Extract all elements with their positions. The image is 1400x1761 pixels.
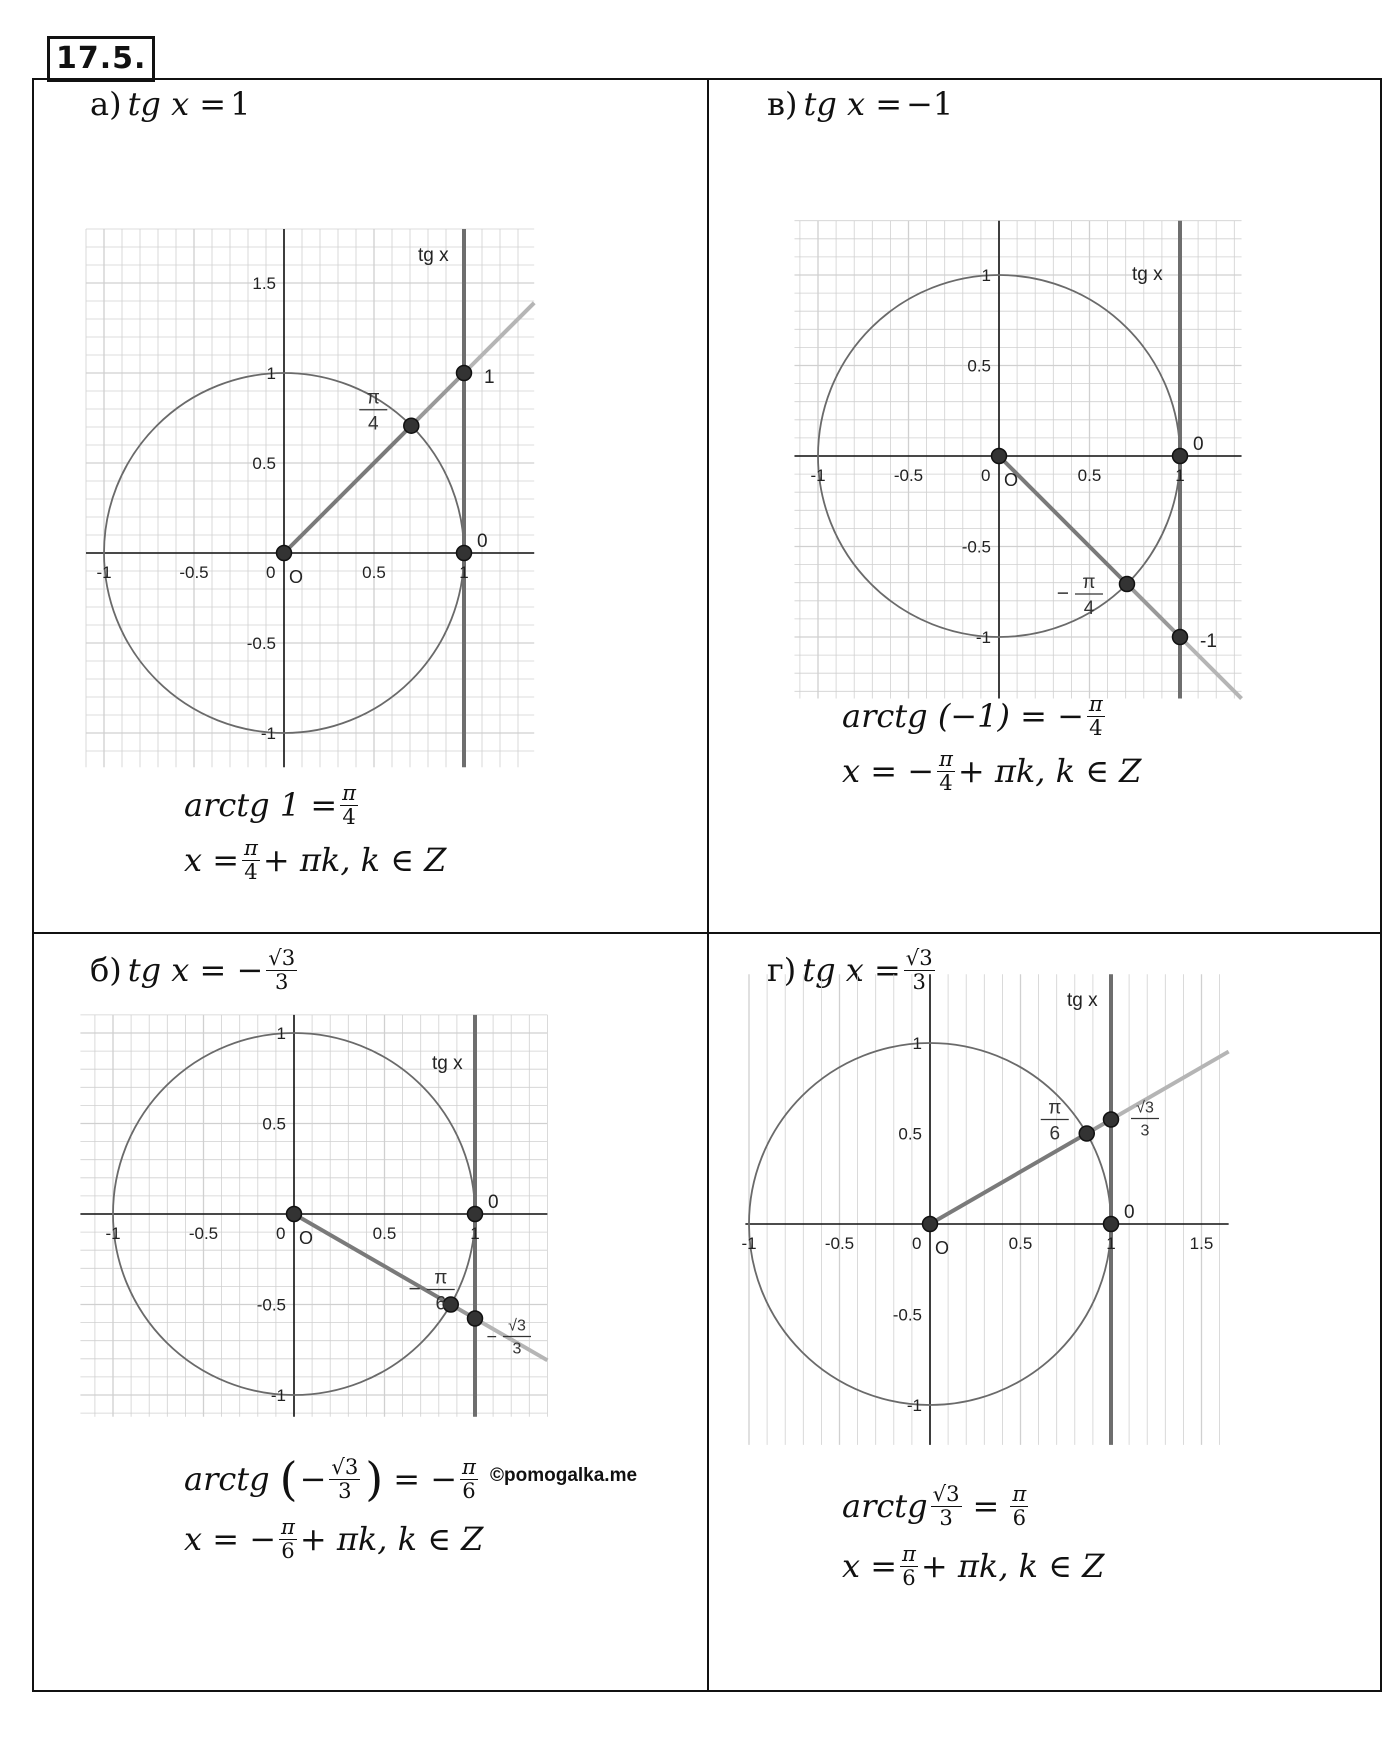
panel-a-equation-lhs: tg x = xyxy=(127,85,227,123)
y-tick-label: 1 xyxy=(912,1034,922,1053)
tangent-value-label: 1 xyxy=(484,367,495,388)
ray-extension xyxy=(464,303,534,373)
zero-label: 0 xyxy=(1124,1202,1135,1223)
x-tick-label: 1.5 xyxy=(1189,1234,1214,1253)
panel-a-result-arctg-fraction: $\frac{\pi}{4}$ xyxy=(342,780,357,829)
y-tick-label: 1 xyxy=(981,266,991,285)
x-tick-label: 1 xyxy=(470,1224,480,1243)
panel-v-equation-lhs: tg x = xyxy=(803,85,903,123)
x-tick-label: 0.5 xyxy=(372,1224,397,1243)
y-tick-label: -1 xyxy=(906,1396,922,1415)
svg-text:3: 3 xyxy=(512,1340,522,1358)
panel-g-result-arctg: arctg $\frac{√3}{3}$ = $\frac{\pi}{6}$ xyxy=(842,1481,1027,1530)
origin-label: O xyxy=(1004,470,1019,490)
panel-a-result-arctg xyxy=(184,777,361,833)
panel-a-equation-rhs: 1 xyxy=(230,85,251,123)
tangent-value-point xyxy=(1173,630,1188,645)
y-tick-label: -1 xyxy=(270,1386,286,1405)
svg-text:√3: √3 xyxy=(508,1317,526,1335)
tangent-value-point xyxy=(468,1311,483,1326)
watermark: ©pomogalka.me xyxy=(490,1465,638,1486)
ray-extension xyxy=(1111,1052,1229,1120)
angle-point xyxy=(1119,576,1134,591)
svg-text:π: π xyxy=(434,1267,448,1289)
panel-b-result-arctg-fraction: $\frac{\pi}{6}$ xyxy=(462,1454,476,1503)
svg-text:π: π xyxy=(366,387,380,409)
svg-text:−: − xyxy=(1056,581,1069,605)
panel-b-heading xyxy=(90,940,300,1000)
origin-point xyxy=(287,1207,302,1222)
panel-a-heading xyxy=(90,80,250,128)
tangent-value-label xyxy=(1131,1099,1159,1139)
zero-point xyxy=(1173,449,1188,464)
y-tick-label: 1 xyxy=(276,1024,286,1043)
x-tick-label: 0 xyxy=(266,563,276,582)
zero-label: 0 xyxy=(477,531,488,552)
tangent-value-point xyxy=(1104,1112,1119,1127)
y-tick-label: 0.5 xyxy=(967,356,991,376)
y-tick-label: -0.5 xyxy=(892,1305,922,1325)
panel-a-general-solution: x = $\frac{\pi}{4}$ + πk, k ∈ Z xyxy=(184,835,447,884)
origin-label: O xyxy=(299,1228,314,1248)
origin-label: O xyxy=(289,567,304,587)
tangent-value-label: -1 xyxy=(1200,631,1217,652)
panel-a-unit-circle-graph xyxy=(48,163,558,768)
y-tick-label: 0.5 xyxy=(252,454,276,473)
x-tick-label: -1 xyxy=(96,563,112,582)
svg-text:π: π xyxy=(1082,571,1096,593)
x-tick-label: 1 xyxy=(459,563,469,582)
zero-point xyxy=(1104,1217,1119,1232)
angle-point xyxy=(1079,1126,1094,1141)
panel-b-equation-lhs: tg x = − xyxy=(127,951,264,989)
tg-axis-title: tg x xyxy=(1132,264,1163,285)
tg-axis-title: tg x xyxy=(432,1053,463,1074)
tangent-value-point xyxy=(457,366,472,381)
x-tick-label: 0 xyxy=(981,466,991,485)
panel-b-general-solution: x = − $\frac{\pi}{6}$ + πk, k ∈ Z xyxy=(184,1514,484,1563)
angle-ray xyxy=(930,1133,1087,1224)
panel-v-label: в) xyxy=(767,85,798,123)
panel-v-result-arctg-fraction: $\frac{\pi}{4}$ xyxy=(1088,691,1103,740)
svg-text:6: 6 xyxy=(435,1293,447,1315)
y-tick-label: -1 xyxy=(975,628,991,647)
x-tick-label: 0 xyxy=(912,1234,922,1253)
y-tick-label: 0.5 xyxy=(262,1114,286,1134)
origin-point xyxy=(992,449,1007,464)
y-tick-label: 0.5 xyxy=(898,1124,922,1144)
panel-v xyxy=(709,80,1382,932)
x-tick-label: 0.5 xyxy=(1077,466,1102,485)
x-tick-label: 0 xyxy=(276,1224,286,1243)
panel-v-equation-rhs: −1 xyxy=(906,85,954,123)
x-tick-label: 0.5 xyxy=(362,563,386,582)
angle-label xyxy=(359,388,387,435)
panel-a-general-solution-fraction: $\frac{\pi}{4}$ xyxy=(244,835,258,884)
panel-g-general-solution-fraction: $\frac{\pi}{6}$ xyxy=(902,1541,916,1590)
panel-b-unit-circle-graph xyxy=(48,1014,558,1434)
svg-text:−: − xyxy=(486,1326,497,1347)
y-tick-label: -1 xyxy=(260,724,276,743)
x-tick-label: -1 xyxy=(810,466,826,485)
panel-b-equation-fraction: $\frac{√3}{3}$ xyxy=(268,945,296,994)
panel-v-heading xyxy=(767,80,953,128)
panel-b xyxy=(34,934,707,1690)
x-tick-label: -1 xyxy=(741,1234,757,1253)
panel-b-label: б) xyxy=(90,951,122,989)
ray-segment xyxy=(411,373,464,426)
angle-label xyxy=(1041,1097,1069,1144)
panel-b-result-inner-fraction: $\frac{√3}{3}$ xyxy=(331,1454,359,1503)
svg-text:6: 6 xyxy=(1049,1123,1061,1145)
panel-b-result-arctg: arctg ( − $\frac{√3}{3}$ ) = − $\frac{\pi}{6}$ xyxy=(184,1452,476,1506)
x-tick-label: 1 xyxy=(1106,1234,1116,1253)
y-tick-label: -0.5 xyxy=(961,537,991,557)
angle-label xyxy=(1057,572,1103,619)
panel-v-general-solution-fraction: $\frac{\pi}{4}$ xyxy=(939,746,953,795)
y-tick-label: -0.5 xyxy=(256,1295,286,1315)
origin-point xyxy=(923,1217,938,1232)
tg-axis-title: tg x xyxy=(1067,990,1098,1011)
origin-label: O xyxy=(935,1238,950,1258)
y-tick-label: -0.5 xyxy=(246,634,276,653)
origin-point xyxy=(277,546,292,561)
tg-axis-title: tg x xyxy=(418,245,449,266)
x-tick-label: 1 xyxy=(1175,466,1185,485)
panel-a xyxy=(34,80,707,932)
panel-a-result-arctg-lhs: arctg 1 = xyxy=(184,786,338,824)
x-tick-label: -1 xyxy=(105,1224,121,1243)
x-tick-label: -0.5 xyxy=(893,466,924,485)
panel-g-label: г) xyxy=(767,951,797,989)
x-tick-label: 0.5 xyxy=(1008,1234,1033,1253)
panel-v-general-solution: x = − $\frac{\pi}{4}$ + πk, k ∈ Z xyxy=(842,746,1142,795)
angle-point xyxy=(404,418,419,433)
panel-g-result-arctg-fraction: $\frac{\pi}{6}$ xyxy=(1012,1481,1027,1530)
svg-text:4: 4 xyxy=(1083,597,1095,619)
problem-number: 17.5. xyxy=(47,36,155,82)
y-tick-label: 1 xyxy=(266,364,276,383)
panel-a-label: а) xyxy=(90,85,122,123)
zero-label: 0 xyxy=(488,1192,499,1213)
svg-text:4: 4 xyxy=(367,413,379,435)
panel-g-unit-circle-graph xyxy=(664,990,1224,1450)
zero-point xyxy=(468,1207,483,1222)
panel-v-unit-circle-graph xyxy=(674,163,1217,768)
solution-table xyxy=(32,78,1382,1692)
y-tick-label: 1.5 xyxy=(252,274,276,293)
svg-text:√3: √3 xyxy=(1136,1099,1154,1117)
panel-g-equation-lhs: tg x = xyxy=(802,951,901,989)
panel-b-general-solution-fraction: $\frac{\pi}{6}$ xyxy=(281,1514,295,1563)
x-tick-label: -0.5 xyxy=(824,1234,855,1253)
svg-text:−: − xyxy=(408,1277,421,1301)
zero-label: 0 xyxy=(1193,434,1204,455)
panel-g-general-solution: x = $\frac{\pi}{6}$ + πk, k ∈ Z xyxy=(842,1541,1105,1590)
x-tick-label: -0.5 xyxy=(188,1224,219,1243)
ray-segment xyxy=(1127,584,1180,637)
zero-point xyxy=(457,546,472,561)
svg-text:π: π xyxy=(1048,1097,1062,1119)
panel-g xyxy=(709,934,1382,1690)
panel-v-result-arctg: arctg (−1) = − $\frac{\pi}{4}$ xyxy=(842,691,1103,740)
panel-g-equation-fraction: $\frac{√3}{3}$ xyxy=(905,945,933,994)
x-tick-label: -0.5 xyxy=(179,563,209,582)
panel-g-result-inner-fraction: $\frac{√3}{3}$ xyxy=(932,1481,960,1530)
svg-text:3: 3 xyxy=(1140,1122,1150,1140)
